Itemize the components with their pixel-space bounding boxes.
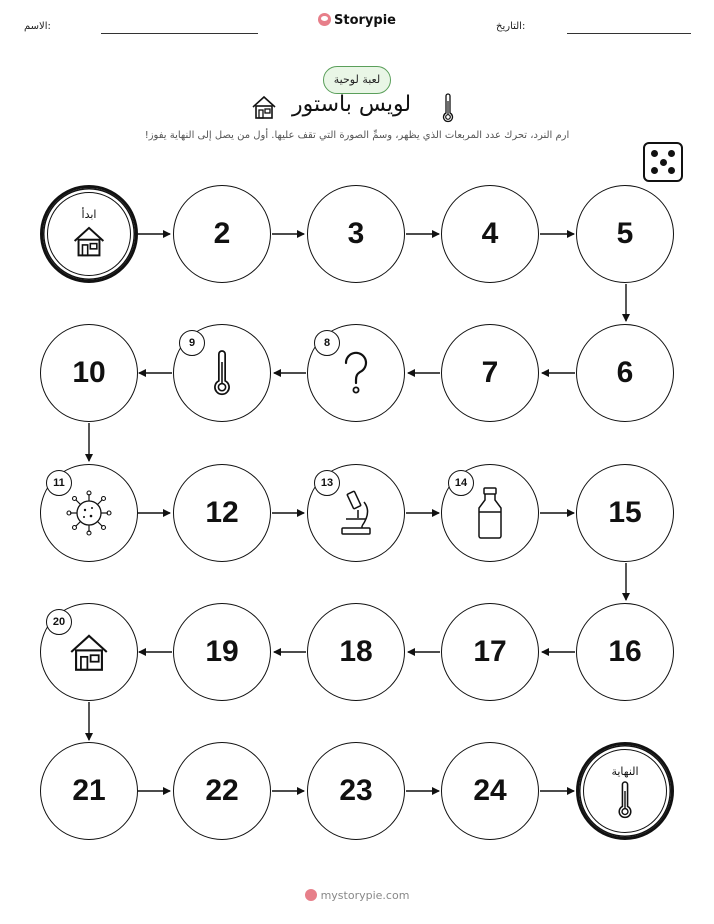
board-cell-18: 18 [307,603,405,701]
footer-url[interactable]: mystorypie.com [320,889,410,902]
board-cell-6: 6 [576,324,674,422]
end-label: النهاية [611,766,639,778]
brand-name: Storypie [334,13,396,28]
start-cell [40,185,138,283]
board-cell-12: 12 [173,464,271,562]
virus-icon [65,489,113,537]
board-cell-22: 22 [173,742,271,840]
page-title: لويس باستور [292,92,412,117]
storypie-logo-icon [305,889,317,901]
board-cell-19: 19 [173,603,271,701]
date-label: التاريخ: [496,21,526,32]
cell-number-badge: 13 [314,470,340,496]
board-cell-23: 23 [307,742,405,840]
board-cell-5: 5 [576,185,674,283]
board-cell-15: 15 [576,464,674,562]
board-cell-16: 16 [576,603,674,701]
board-cell-21: 21 [40,742,138,840]
start-label: ابدأ [81,209,97,221]
end-cell [576,742,674,840]
board-cell-4: 4 [441,185,539,283]
question-mark-icon [339,350,373,396]
instructions: ارم النرد، تحرك عدد المربعات الذي يظهر، وسمِّ الصورة التي تقف عليها. أول من يصل إلى النهاية يفوز! [144,130,570,141]
board-cell-3: 3 [307,185,405,283]
game-type-badge: لعبة لوحية [323,66,391,94]
board-cell-17: 17 [441,603,539,701]
cell-number-badge: 9 [179,330,205,356]
cell-number-badge: 8 [314,330,340,356]
microscope-icon [334,488,378,538]
house-icon [72,224,106,258]
footer [0,889,714,902]
board-cell-2: 2 [173,185,271,283]
house-icon [68,631,110,673]
name-label: الاسم: [24,21,51,32]
cell-number-badge: 20 [46,609,72,635]
thermometer-icon [211,349,233,397]
board-cell-10: 10 [40,324,138,422]
board-cell-24: 24 [441,742,539,840]
cell-number-badge: 11 [46,470,72,496]
board-cell-7: 7 [441,324,539,422]
thermometer-icon [616,780,634,820]
milk-bottle-icon [475,486,505,540]
cell-number-badge: 14 [448,470,474,496]
